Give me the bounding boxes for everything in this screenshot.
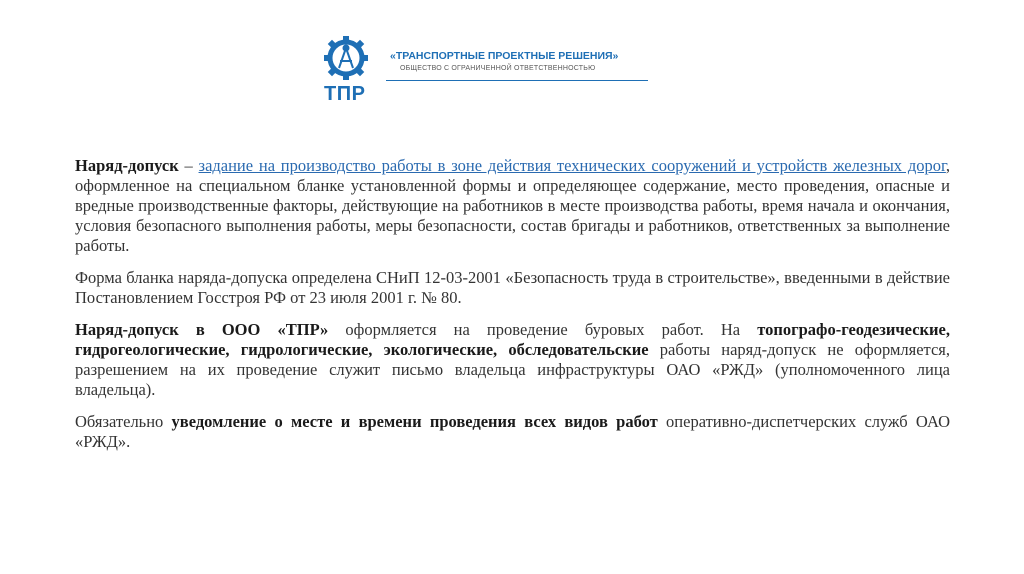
definition-link[interactable]: задание на производство работы в зоне действия технических сооружений и устройств железных дорог bbox=[198, 156, 946, 175]
tpr-bold-2: топографо-геодезические, гидрогеологические, гидрологические, экологические, обследовательские bbox=[75, 320, 950, 359]
notify-bold: уведомление о месте и времени проведения всех видов работ bbox=[171, 412, 658, 431]
logo-abbreviation: ТПР bbox=[324, 83, 366, 105]
company-subtitle: ОБЩЕСТВО С ОГРАНИЧЕННОЙ ОТВЕТСТВЕННОСТЬЮ bbox=[400, 65, 596, 72]
notify-text-1: Обязательно bbox=[75, 412, 172, 431]
paragraph-definition bbox=[75, 156, 950, 256]
paragraph-notification bbox=[75, 412, 950, 452]
header-divider bbox=[386, 80, 648, 81]
company-name: «ТРАНСПОРТНЫЕ ПРОЕКТНЫЕ РЕШЕНИЯ» bbox=[390, 50, 619, 62]
dash: – bbox=[178, 156, 199, 175]
paragraph-tpr bbox=[75, 320, 950, 400]
tpr-text-1: оформляется на проведение буровых работ. На bbox=[328, 320, 758, 339]
gear-compass-logo-icon bbox=[318, 34, 374, 86]
tpr-bold-1: Наряд-допуск в ООО «ТПР» bbox=[75, 320, 329, 339]
paragraph-form: Форма бланка наряда-допуска определена СНиП 12-03-2001 «Безопасность труда в строительстве», введенными в действие Постановлением Госстроя РФ от 23 июля 2001 г. № 80. bbox=[75, 268, 950, 307]
tpr-text-2: работы наряд-допуск не оформляется, разрешением на их проведение служит письмо владельца инфраструктуры ОАО «РЖД» (уполномоченного лица владельца). bbox=[75, 340, 950, 399]
document-body bbox=[75, 156, 950, 464]
definition-rest: , оформленное на специальном бланке установленной формы и определяющее содержание, место проведения, опасные и вредные производственные факторы, действующие на работников в месте производства работы, время начала и окончания, условия безопасного выполнения работы, меры безопасности, состав бригады и работников, ответственных за выполнение работы. bbox=[75, 156, 950, 255]
term-bold: Наряд-допуск bbox=[75, 156, 179, 175]
notify-text-2: оперативно-диспетчерских служб ОАО «РЖД». bbox=[75, 412, 951, 451]
company-header bbox=[318, 34, 648, 104]
